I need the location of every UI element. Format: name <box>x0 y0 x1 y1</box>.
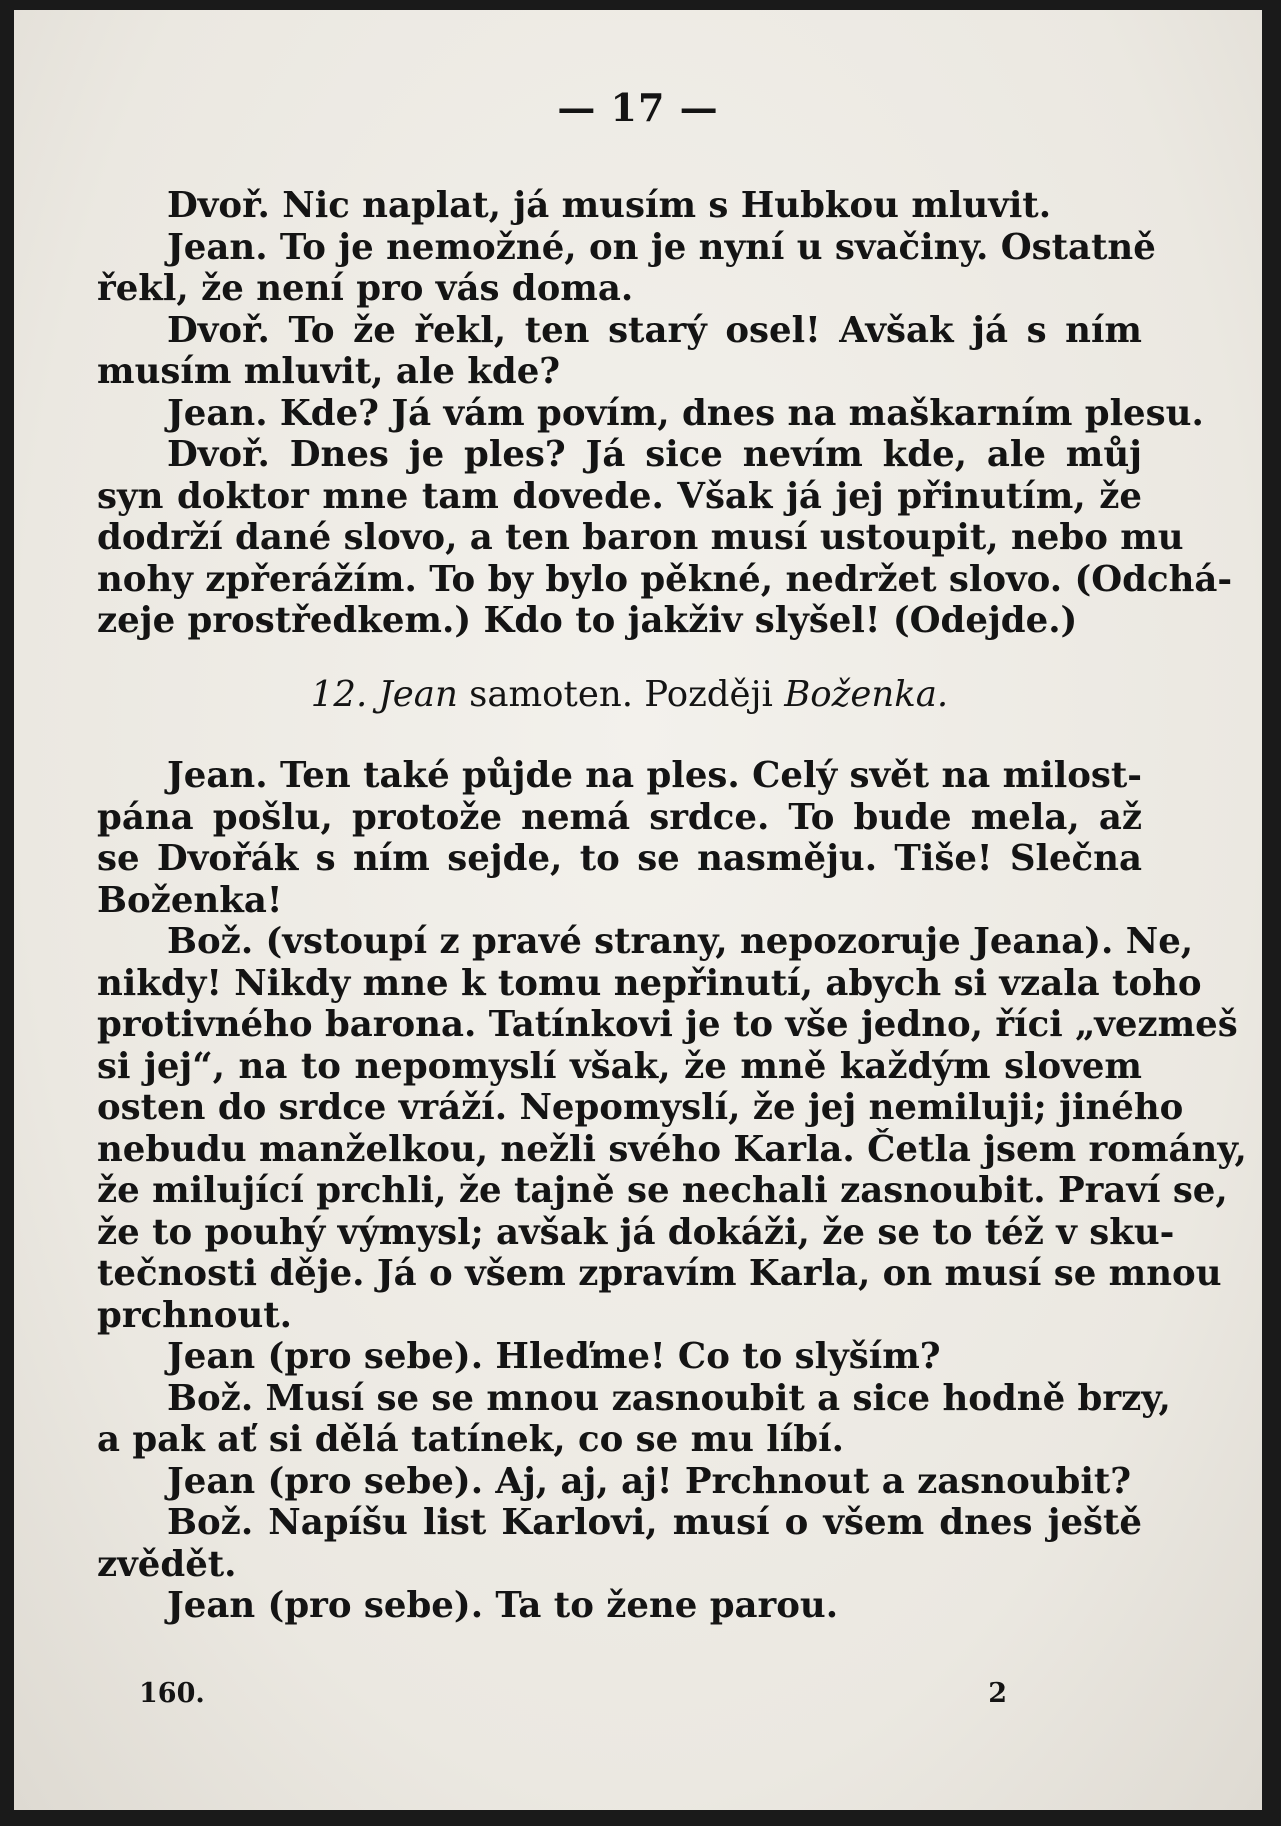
text-line: řekl, že není pro vás doma. <box>97 268 634 309</box>
text-line: nohy zpřerážím. To by bylo pěkné, nedržet slovo. (Odchá- <box>97 558 1233 600</box>
paragraph <box>97 434 1233 642</box>
text-line: nebudu manželkou, nežli svého Karla. Četla jsem romány, <box>97 1128 1247 1170</box>
dialogue-block-2 <box>97 755 1247 1627</box>
page-body <box>97 185 1247 1627</box>
paragraph <box>97 1377 1171 1461</box>
text-line: musím mluvit, ale kde? <box>97 351 561 392</box>
text-line: Dvoř. Nic naplat, já musím s Hubkou mluvit. <box>167 185 1052 226</box>
text-line: Bož. Napíšu list Karlovi, musí o všem dnes ještě <box>167 1502 1142 1543</box>
text-line: Bož. (vstoupí z pravé strany, nepozoruje Jeana). Ne, <box>167 921 1194 962</box>
text-line: protivného barona. Tatínkovi je to vše jedno, říci „vezmeš <box>97 1004 1238 1045</box>
text-line: nikdy! Nikdy mne k tomu nepřinutí, abych si vzala toho <box>97 962 1202 1004</box>
scene-text: samoten. Později <box>469 673 773 715</box>
paragraph <box>97 226 1156 310</box>
text-line: Jean. Kde? Já vám povím, dnes na maškarním plesu. <box>167 392 1204 434</box>
paragraph <box>97 1502 1142 1585</box>
text-line: si jej“, na to nepomyslí však, že mně každým slovem <box>97 1045 1142 1087</box>
paragraph <box>97 755 1142 921</box>
text-line: osten do srdce vráží. Nepomyslí, že jej nemiluji; jiného <box>97 1087 1184 1128</box>
text-line: Jean (pro sebe). Ta to žene parou. <box>167 1585 839 1626</box>
book-page <box>14 10 1262 1810</box>
paragraph <box>97 1585 1142 1627</box>
text-line: tečnosti děje. Já o všem zpravím Karla, on musí se mnou <box>97 1253 1222 1294</box>
text-line: Dvoř. To že řekl, ten starý osel! Avšak já s ním <box>167 309 1142 351</box>
text-line: zeje prostředkem.) Kdo to jakživ slyšel! (Odejde.) <box>97 600 1078 641</box>
text-line: se Dvořák s ním sejde, to se nasměju. Tiše! Slečna <box>97 838 1142 879</box>
text-line: Dvoř. Dnes je ples? Já sice nevím kde, ale můj <box>167 434 1142 475</box>
text-line: Jean. Ten také půjde na ples. Celý svět na milost- <box>167 755 1142 796</box>
text-line: Jean (pro sebe). Aj, aj, aj! Prchnout a zasnoubit? <box>167 1460 1132 1502</box>
scene-number: 12. <box>310 673 368 715</box>
text-line: že to pouhý výmysl; avšak já dokáži, že se to též v sku- <box>97 1211 1175 1253</box>
paragraph <box>97 1461 1142 1503</box>
scene-character: Jean <box>378 673 458 715</box>
paragraph <box>97 310 1142 393</box>
text-line: zvědět. <box>97 1543 237 1585</box>
page-number-header: — 17 — <box>557 85 719 130</box>
signature-mark: 2 <box>988 1678 1007 1709</box>
text-line: Bož. Musí se se mnou zasnoubit a sice hodně brzy, <box>167 1377 1171 1419</box>
text-line: Jean. To je nemožné, on je nyní u svačiny. Ostatně <box>167 226 1156 268</box>
text-line: že milující prchli, že tajně se nechali zasnoubit. Praví se, <box>97 1170 1228 1211</box>
text-line: Boženka! <box>97 879 283 921</box>
scene-heading <box>97 674 1142 716</box>
print-number: 160. <box>139 1678 205 1709</box>
text-line: syn doktor mne tam dovede. Však já jej přinutím, že <box>97 475 1142 517</box>
text-line: a pak ať si dělá tatínek, co se mu líbí. <box>97 1419 844 1460</box>
paragraph <box>97 185 1142 227</box>
scene-character-2: Boženka. <box>784 673 949 715</box>
text-line: pána pošlu, protože nemá srdce. To bude mela, až <box>97 796 1142 838</box>
text-line: Jean (pro sebe). Hleďme! Co to slyším? <box>167 1336 941 1377</box>
paragraph <box>97 921 1247 1336</box>
text-line: dodrží dané slovo, a ten baron musí ustoupit, nebo mu <box>97 517 1184 558</box>
paragraph <box>97 1336 1142 1378</box>
paragraph <box>97 392 1204 435</box>
text-line: prchnout. <box>97 1294 293 1336</box>
dialogue-block-1 <box>97 185 1233 642</box>
